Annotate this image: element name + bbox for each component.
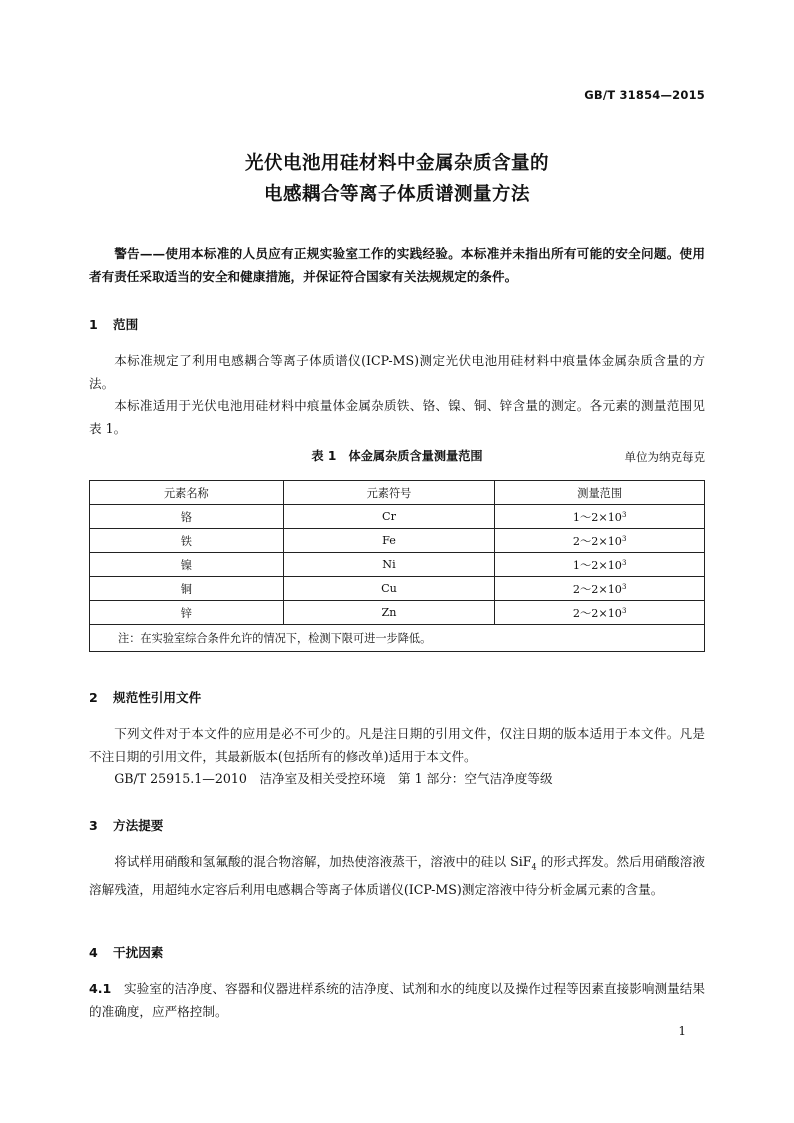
section-title: 方法提要 (113, 818, 164, 833)
title-line-1: 光伏电池用硅材料中金属杂质含量的 (244, 153, 549, 174)
warning-paragraph (89, 243, 705, 288)
method-paragraph (89, 851, 705, 902)
element-name: 铁 (90, 529, 284, 553)
range-exponent: 3 (621, 534, 627, 543)
table-row (90, 553, 705, 577)
element-symbol: Cu (283, 577, 495, 601)
scope-paragraph-1: 本标准规定了利用电感耦合等离子体质谱仪(ICP-MS)测定光伏电池用硅材料中痕量体金属杂质含量的方法。 (89, 353, 705, 391)
element-symbol: Ni (283, 553, 495, 577)
table-row (90, 529, 705, 553)
range-cell (495, 577, 705, 601)
range-value: 1～2×10 (572, 510, 622, 524)
standard-code: GB/T 31854—2015 (584, 88, 705, 102)
range-value: 2～2×10 (572, 606, 622, 620)
header-range: 测量范围 (495, 481, 705, 505)
title-line-2: 电感耦合等离子体质谱测量方法 (263, 184, 530, 205)
element-name: 镍 (90, 553, 284, 577)
table-row (90, 601, 705, 625)
section-4-heading (89, 942, 163, 961)
normative-reference: GB/T 25915.1—2010 洁净室及相关受控环境 第 1 部分：空气洁净度等级 (114, 771, 553, 786)
table-note-row (90, 625, 705, 652)
range-exponent: 3 (621, 582, 627, 591)
range-exponent: 3 (621, 606, 627, 615)
method-section (89, 851, 705, 902)
normative-paragraph: 下列文件对于本文件的应用是必不可少的。凡是注日期的引用文件，仅注日期的版本适用于本文件。凡是不注日期的引用文件，其最新版本(包括所有的修改单)适用于本文件。 (89, 726, 705, 764)
interference-section (89, 978, 705, 1023)
section-title: 规范性引用文件 (113, 690, 202, 705)
section-title: 干扰因素 (113, 945, 164, 960)
range-cell (495, 601, 705, 625)
section-number: 2 (89, 690, 98, 705)
range-exponent: 3 (621, 558, 627, 567)
section-title: 范围 (113, 317, 139, 332)
method-text-a: 将试样用硝酸和氢氟酸的混合物溶解，加热使溶液蒸干，溶液中的硅以 SiF (114, 854, 532, 869)
section-number: 1 (89, 317, 98, 332)
range-cell (495, 529, 705, 553)
table-caption: 表 1 体金属杂质含量测量范围 (311, 449, 483, 463)
document-title (0, 148, 794, 210)
header-element-name: 元素名称 (90, 481, 284, 505)
page-number: 1 (678, 1024, 686, 1038)
range-exponent: 3 (621, 510, 627, 519)
section-1-heading (89, 314, 138, 333)
range-cell (495, 553, 705, 577)
element-name: 铬 (90, 505, 284, 529)
section-number: 3 (89, 818, 98, 833)
table-note: 注：在实验室综合条件允许的情况下，检测下限可进一步降低。 (90, 625, 705, 652)
range-value: 1～2×10 (572, 558, 622, 572)
table-header-row (90, 481, 705, 505)
warning-text: 警告——使用本标准的人员应有正规实验室工作的实践经验。本标准并未指出所有可能的安全问题。使用者有责任采取适当的安全和健康措施，并保证符合国家有关法规规定的条件。 (89, 246, 705, 284)
method-subscript: 4 (531, 862, 537, 872)
section-2-heading (89, 687, 201, 706)
scope-paragraph-2: 本标准适用于光伏电池用硅材料中痕量体金属杂质铁、铬、镍、铜、锌含量的测定。各元素的测量范围见表 1。 (89, 398, 705, 436)
clause-number: 4.1 (89, 981, 112, 996)
element-symbol: Fe (283, 529, 495, 553)
clause-text: 实验室的洁净度、容器和仪器进样系统的洁净度、试剂和水的纯度以及操作过程等因素直接影响测量结果的准确度，应严格控制。 (89, 981, 706, 1019)
range-value: 2～2×10 (572, 534, 622, 548)
element-name: 铜 (90, 577, 284, 601)
element-symbol: Cr (283, 505, 495, 529)
table-row (90, 577, 705, 601)
scope-section (89, 350, 705, 440)
section-number: 4 (89, 945, 98, 960)
method-text-b: 的形式挥发。然后用硝酸溶液溶解残渣，用超纯水定容后利用电感耦合等离子体质谱仪(ICP-MS)测定溶液中待分析金属元素的含量。 (89, 854, 705, 898)
element-name: 锌 (90, 601, 284, 625)
element-symbol: Zn (283, 601, 495, 625)
section-3-heading (89, 815, 163, 834)
range-value: 2～2×10 (572, 582, 622, 596)
normative-section (89, 723, 705, 791)
range-cell (495, 505, 705, 529)
table-row (90, 505, 705, 529)
header-element-symbol: 元素符号 (283, 481, 495, 505)
table-unit: 单位为纳克每克 (624, 450, 705, 464)
measurement-range-table (89, 480, 705, 652)
clause-4-1 (89, 978, 705, 1023)
